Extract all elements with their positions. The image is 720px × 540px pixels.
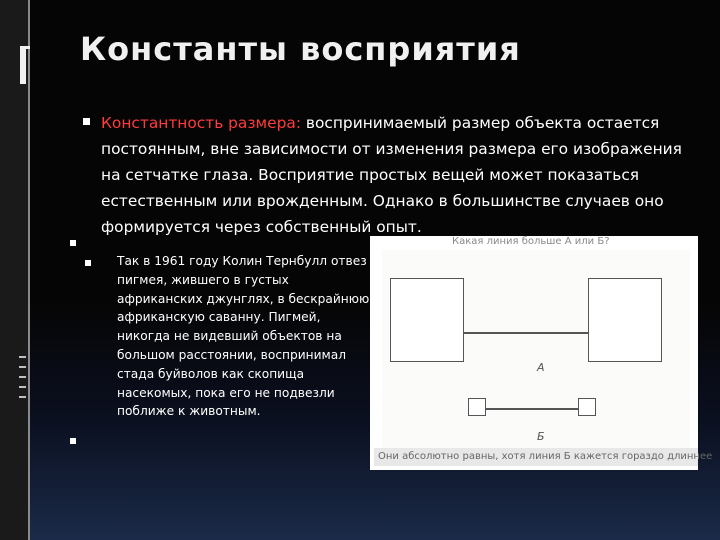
figure-drawing — [382, 250, 690, 456]
corner-decoration — [20, 46, 26, 84]
label-a: А — [537, 361, 545, 374]
line-b — [486, 408, 578, 410]
line-a — [464, 332, 588, 334]
right-small-box — [578, 398, 596, 416]
paragraph-size-constancy — [101, 110, 691, 240]
corner-decoration-cap — [20, 46, 30, 49]
figure-caption: Они абсолютно равны, хотя линия Б кажется гораздо длиннее — [374, 448, 698, 466]
empty-bullet-icon — [70, 240, 76, 246]
sub-bullet-icon — [85, 260, 91, 266]
paragraph-turnbull-story: Так в 1961 году Колин Тернбулл отвез пигмея, жившего в густых африканских джунглях, в бескрайнюю африканскую саванну. Пигмей, никогда не видевший объектов на большом расстоянии, воспринимал стада буйволов как скопища насекомых, пока его не подвезли поближе к животным. — [117, 254, 370, 419]
left-divider-line — [28, 0, 30, 540]
right-large-box — [588, 278, 662, 362]
term-size-constancy: Константность размера: — [101, 114, 302, 132]
left-large-box — [390, 278, 464, 362]
illusion-figure — [370, 236, 713, 470]
label-b: Б — [537, 430, 545, 443]
left-small-box — [468, 398, 486, 416]
slide-title: Константы восприятия — [80, 30, 521, 68]
paragraph-text: воспринимаемый размер объекта остается постоянным, вне зависимости от изменения размера его изображения на сетчатке глаза. Восприятие простых вещей может показаться естественным или врожденным. Однако в большинстве случаев оно формируется через собственный опыт. — [101, 114, 682, 236]
empty-bullet-icon-2 — [70, 438, 76, 444]
bullet-icon — [83, 118, 90, 125]
figure-question: Какая линия больше А или Б? — [452, 236, 610, 247]
